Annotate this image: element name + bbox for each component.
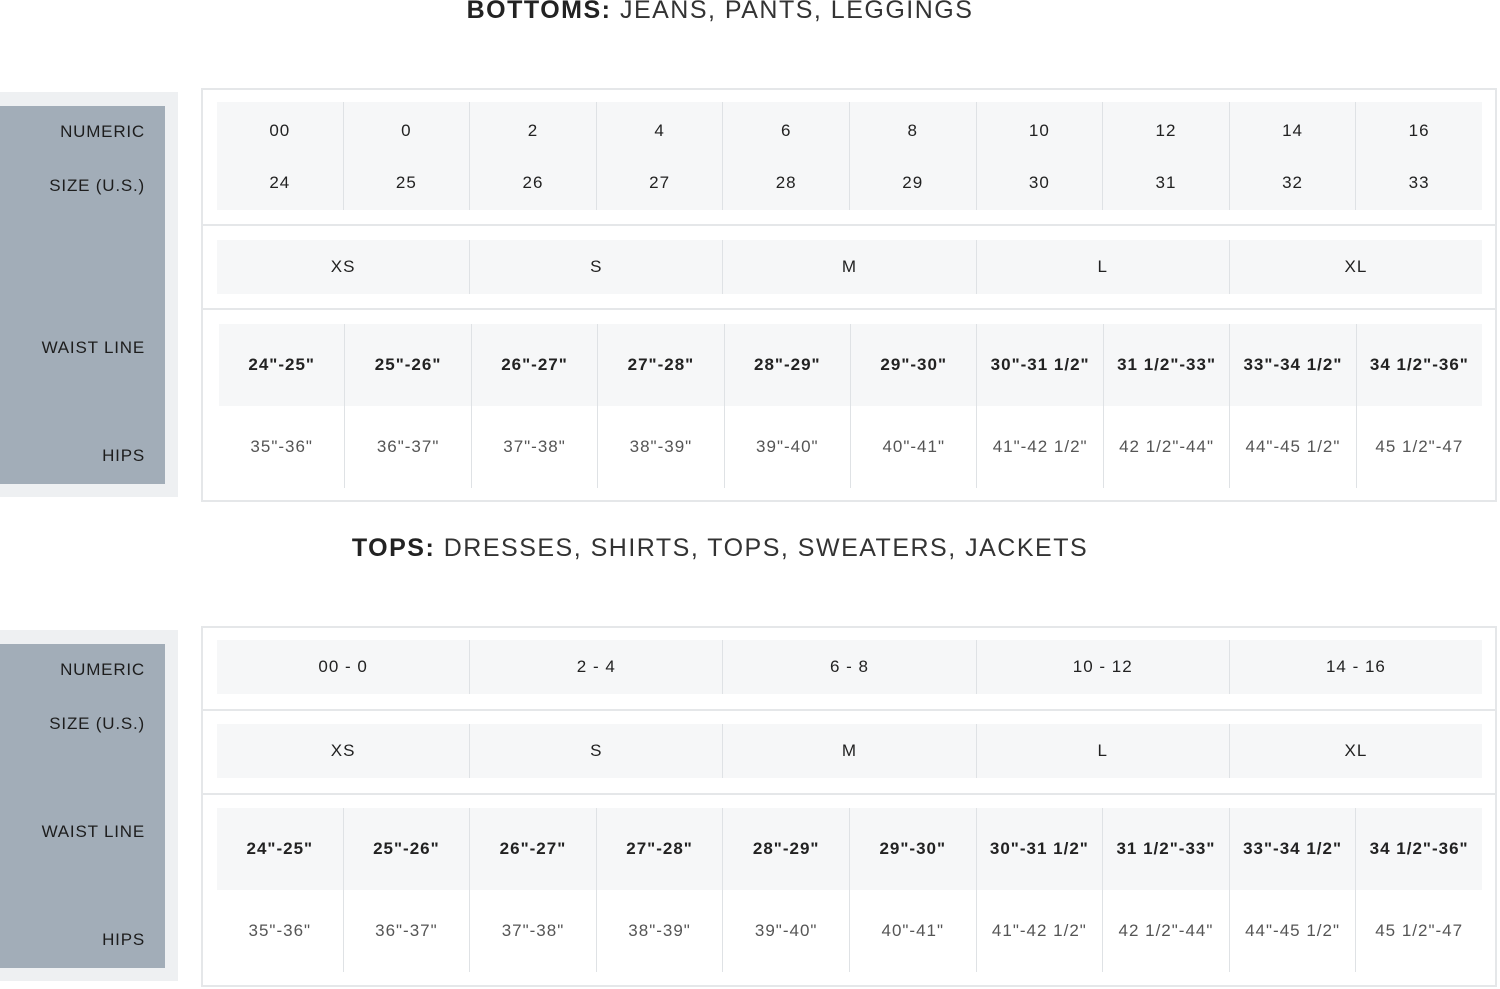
letter-size-cell: [977, 240, 1230, 294]
hips-cell: [725, 406, 851, 488]
hips-cell: [1103, 890, 1230, 972]
hips-cell-text: 39"-40": [754, 921, 818, 940]
numeric-size-top: 6: [780, 121, 792, 140]
hips-cell: [1230, 406, 1356, 488]
hips-cell: [851, 406, 977, 488]
tops-letter-row: [217, 724, 1482, 778]
numeric-range-cell: [723, 640, 976, 694]
numeric-range-cell-text: 00 - 0: [318, 657, 368, 676]
numeric-range-cell-text: 14 - 16: [1325, 657, 1386, 676]
hips-cell-text: 39"-40": [756, 437, 819, 456]
tops-hips-row: [217, 890, 1482, 972]
hips-cell-text: 42 1/2"-44": [1118, 921, 1214, 940]
waist-cell-text: 30"-31 1/2": [990, 355, 1090, 374]
numeric-range-cell-text: 10 - 12: [1072, 657, 1133, 676]
numeric-size-top: 10: [1028, 121, 1050, 140]
side-label-numeric: NUMERIC: [60, 660, 145, 679]
side-label-size: SIZE (U.S.): [49, 714, 145, 733]
tops-side-panel: [0, 644, 165, 968]
hips-cell-text: 36"-37": [375, 921, 438, 940]
bottoms-numeric-row: [217, 102, 1482, 210]
hips-cell-text: 41"-42 1/2": [992, 437, 1088, 456]
numeric-size-cell: [344, 102, 471, 210]
hips-cell-text: 40"-41": [881, 921, 945, 940]
letter-size-cell-text: XL: [1344, 257, 1368, 276]
numeric-size-top: 12: [1155, 121, 1177, 140]
waist-cell-text: 25"-26": [374, 355, 442, 374]
numeric-size-bottom: 29: [902, 173, 924, 192]
waist-cell-text: 24"-25": [246, 839, 314, 858]
letter-size-cell: [217, 724, 470, 778]
numeric-size-bottom: 32: [1282, 173, 1303, 192]
hips-cell: [977, 406, 1103, 488]
letter-size-cell-text: XS: [330, 741, 356, 760]
waist-cell: [977, 808, 1104, 890]
numeric-size-top: 00: [269, 121, 291, 140]
hips-cell-text: 41"-42 1/2": [991, 921, 1087, 940]
bottoms-side-panel: [0, 106, 165, 484]
letter-size-cell-text: L: [1097, 257, 1108, 276]
side-label-waist: WAIST LINE: [41, 822, 145, 841]
waist-cell-text: 29"-30": [880, 355, 948, 374]
waist-cell: [977, 324, 1103, 406]
numeric-size-bottom: 28: [775, 173, 797, 192]
bottoms-heading: [0, 0, 1440, 25]
bottoms-waist-row: [219, 324, 1482, 406]
waist-cell-text: 25"-26": [373, 839, 440, 858]
hips-cell: [345, 406, 471, 488]
waist-cell: [598, 324, 724, 406]
numeric-size-cell: [850, 102, 977, 210]
hips-cell: [472, 406, 598, 488]
tops-heading-rest: DRESSES, SHIRTS, TOPS, SWEATERS, JACKETS: [443, 534, 1089, 562]
numeric-size-top: 16: [1408, 121, 1430, 140]
waist-cell: [344, 808, 471, 890]
waist-cell-text: 31 1/2"-33": [1116, 839, 1216, 858]
tops-numeric-row: [217, 640, 1482, 694]
numeric-size-bottom: 25: [395, 173, 417, 192]
letter-size-cell: [1230, 724, 1482, 778]
waist-cell: [850, 808, 977, 890]
numeric-size-bottom: 33: [1408, 173, 1430, 192]
numeric-size-cell: [1356, 102, 1482, 210]
numeric-size-cell: [723, 102, 850, 210]
waist-cell: [470, 808, 597, 890]
waist-cell-text: 26"-27": [501, 355, 568, 374]
waist-cell: [219, 324, 345, 406]
letter-size-cell-text: S: [590, 741, 603, 760]
numeric-size-cell: [217, 102, 344, 210]
numeric-range-cell: [217, 640, 470, 694]
letter-size-cell-text: XS: [330, 257, 356, 276]
hips-cell-text: 35"-36": [250, 437, 313, 456]
waist-cell: [1104, 324, 1230, 406]
numeric-size-top: 4: [654, 121, 665, 140]
waist-cell: [1230, 808, 1357, 890]
tops-heading: [0, 534, 1440, 563]
hips-cell: [470, 890, 597, 972]
divider: [203, 709, 1495, 711]
letter-size-cell: [1230, 240, 1482, 294]
waist-cell: [1103, 808, 1230, 890]
letter-size-cell: [723, 240, 976, 294]
hips-cell-text: 38"-39": [629, 437, 693, 456]
waist-cell-text: 24"-25": [248, 355, 315, 374]
hips-cell: [723, 890, 850, 972]
side-label-waist: WAIST LINE: [41, 338, 145, 357]
letter-size-cell: [470, 240, 723, 294]
hips-cell: [977, 890, 1104, 972]
waist-cell-text: 34 1/2"-36": [1369, 355, 1469, 374]
numeric-range-cell: [1230, 640, 1482, 694]
waist-cell-text: 31 1/2"-33": [1117, 355, 1217, 374]
hips-cell: [1230, 890, 1357, 972]
hips-cell: [597, 890, 724, 972]
numeric-size-top: 2: [527, 121, 539, 140]
numeric-size-top: 14: [1282, 121, 1303, 140]
waist-cell: [723, 808, 850, 890]
letter-size-cell: [470, 724, 723, 778]
letter-size-cell: [723, 724, 976, 778]
numeric-size-bottom: 26: [522, 173, 544, 192]
numeric-size-top: 0: [401, 121, 412, 140]
hips-cell-text: 37"-38": [501, 921, 565, 940]
hips-cell: [598, 406, 724, 488]
hips-cell-text: 42 1/2"-44": [1119, 437, 1214, 456]
hips-cell: [344, 890, 471, 972]
letter-size-cell: [977, 724, 1230, 778]
letter-size-cell: [217, 240, 470, 294]
waist-cell-text: 34 1/2"-36": [1369, 839, 1469, 858]
hips-cell: [1357, 406, 1482, 488]
tops-heading-bold: TOPS:: [351, 534, 436, 562]
hips-cell-text: 44"-45 1/2": [1245, 921, 1340, 940]
waist-cell-text: 30"-31 1/2": [989, 839, 1089, 858]
hips-cell: [850, 890, 977, 972]
letter-size-cell-text: M: [841, 741, 858, 760]
letter-size-cell-text: L: [1097, 741, 1108, 760]
waist-cell: [345, 324, 471, 406]
numeric-size-bottom: 31: [1155, 173, 1177, 192]
waist-cell-text: 28"-29": [754, 355, 821, 374]
hips-cell-text: 40"-41": [882, 437, 946, 456]
numeric-size-bottom: 24: [269, 173, 291, 192]
letter-size-cell-text: M: [841, 257, 858, 276]
hips-cell: [217, 890, 344, 972]
divider: [203, 308, 1495, 310]
tops-waist-row: [217, 808, 1482, 890]
numeric-size-cell: [597, 102, 724, 210]
waist-cell-text: 29"-30": [879, 839, 947, 858]
waist-cell-text: 27"-28": [626, 839, 693, 858]
hips-cell-text: 38"-39": [628, 921, 691, 940]
waist-cell: [1356, 808, 1482, 890]
bottoms-letter-row: [217, 240, 1482, 294]
waist-cell: [725, 324, 851, 406]
letter-size-cell-text: XL: [1344, 741, 1368, 760]
waist-cell-text: 33"-34 1/2": [1243, 355, 1343, 374]
numeric-size-cell: [977, 102, 1104, 210]
hips-cell-text: 37"-38": [503, 437, 566, 456]
hips-cell: [219, 406, 345, 488]
numeric-range-cell-text: 6 - 8: [829, 657, 870, 676]
bottoms-hips-row: [219, 406, 1482, 488]
numeric-size-cell: [470, 102, 597, 210]
hips-cell-text: 45 1/2"-47: [1375, 921, 1464, 940]
waist-cell: [597, 808, 724, 890]
hips-cell-text: 45 1/2"-47: [1375, 437, 1464, 456]
waist-cell: [472, 324, 598, 406]
numeric-size-bottom: 27: [649, 173, 671, 192]
hips-cell-text: 44"-45 1/2": [1245, 437, 1341, 456]
numeric-range-cell-text: 2 - 4: [576, 657, 616, 676]
bottoms-heading-bold: BOTTOMS:: [466, 0, 612, 24]
divider: [203, 793, 1495, 795]
waist-cell-text: 28"-29": [752, 839, 820, 858]
waist-cell-text: 33"-34 1/2": [1243, 839, 1343, 858]
side-label-size: SIZE (U.S.): [49, 176, 145, 195]
divider: [203, 224, 1495, 226]
waist-cell: [1357, 324, 1482, 406]
waist-cell-text: 27"-28": [627, 355, 695, 374]
numeric-range-cell: [470, 640, 723, 694]
numeric-size-cell: [1230, 102, 1357, 210]
bottoms-heading-rest: JEANS, PANTS, LEGGINGS: [619, 0, 974, 24]
hips-cell-text: 36"-37": [376, 437, 440, 456]
side-label-hips: HIPS: [102, 930, 145, 949]
side-label-hips: HIPS: [102, 446, 145, 465]
numeric-range-cell: [977, 640, 1230, 694]
waist-cell: [1230, 324, 1356, 406]
numeric-size-top: 8: [907, 121, 918, 140]
waist-cell-text: 26"-27": [499, 839, 567, 858]
side-label-numeric: NUMERIC: [60, 122, 145, 141]
hips-cell: [1356, 890, 1482, 972]
numeric-size-bottom: 30: [1028, 173, 1050, 192]
letter-size-cell-text: S: [590, 257, 603, 276]
hips-cell-text: 35"-36": [248, 921, 312, 940]
numeric-size-cell: [1103, 102, 1230, 210]
waist-cell: [851, 324, 977, 406]
waist-cell: [217, 808, 344, 890]
hips-cell: [1104, 406, 1230, 488]
